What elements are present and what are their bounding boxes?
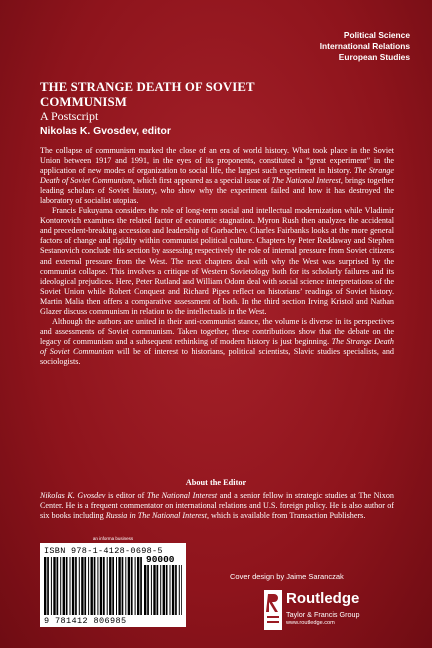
subject-item: International Relations	[319, 41, 410, 51]
barcode-bar	[125, 557, 126, 615]
barcode-bar	[131, 557, 133, 615]
barcode-addon-bars	[144, 565, 182, 615]
barcode-bar	[118, 557, 120, 615]
barcode-bar	[60, 557, 61, 615]
isbn-barcode	[40, 536, 186, 627]
barcode-bar	[179, 565, 180, 615]
barcode-bar	[97, 557, 98, 615]
barcode-bar	[79, 557, 80, 615]
book-subtitle: A Postscript	[40, 109, 99, 123]
barcode-bar	[100, 557, 102, 615]
book-title	[40, 80, 400, 109]
barcode-bar	[57, 557, 59, 615]
barcode-bar	[153, 565, 155, 615]
barcode-bar	[81, 557, 83, 615]
blurb	[40, 146, 394, 367]
subject-item: European Studies	[338, 52, 410, 62]
subject-item: Political Science	[343, 30, 410, 40]
barcode-bar	[51, 557, 52, 615]
editor-credit: Nikolas K. Gvosdev, editor	[40, 126, 171, 137]
barcode-bar	[170, 565, 171, 615]
barcode-bar	[88, 557, 89, 615]
isbn-text: ISBN 978-1-4128-0698-5	[44, 546, 163, 556]
publisher-logo	[264, 590, 414, 630]
barcode-bar	[181, 565, 182, 615]
publisher-group: Taylor & Francis Group	[286, 610, 360, 619]
blurb-paragraph: Francis Fukuyama considers the role of long-term social and intellectual modernization while Vladimir Kontorovich examines the related factor of economic stagnation. Myron Rush then analyzes the accidental and precedent-breaking accession and leadership of Gorbachev. Charles Fairbanks looks at the more general factors of change and rigidity within communist political culture. Chapters by Peter Reddaway and Stephen Sestanovich conclude this section by assessing respectively the role of internal pressure from Soviet citizens and external pressure from the West. The next chapters deal with why the West was surprised by the communist collapse. This involves a critique of Western Sovietology both for its scholarly failures and its ideological prejudices. Here, Peter Rutland and William Odom deal with social science interpretations of the Soviet Union while Robert Conquest and Richard Pipes reflect on historians’ readings of Soviet history. Martin Malia then offers a comparative assessment of both. In the third section Irving Kristol and Nathan Glazer discuss communism in relation to the intellectuals in the West.	[40, 206, 394, 316]
barcode-bar	[70, 557, 71, 615]
subject-categories	[320, 30, 410, 63]
barcode-bar	[109, 557, 111, 615]
barcode-bar	[84, 557, 86, 615]
barcode-bar	[66, 557, 68, 615]
barcode-bar	[144, 565, 146, 615]
barcode-bar	[44, 557, 46, 615]
barcode-bar	[166, 565, 168, 615]
barcode-main-bars	[44, 557, 142, 615]
barcode-bar	[53, 557, 55, 615]
barcode-bar	[91, 557, 93, 615]
about-editor-text: Nikolas K. Gvosdev is editor of The National Interest and a senior fellow in strategic studies at The Nixon Center. He is a frequent commentator on international relations and U.S. foreign policy. He is also author of six books including Russia in The National Interest, which is available from Transaction Publishers.	[40, 491, 394, 521]
barcode-bar	[116, 557, 117, 615]
barcode-bar	[163, 565, 165, 615]
barcode-bar	[157, 565, 159, 615]
price-code: 90000	[146, 554, 175, 565]
barcode-bar	[137, 557, 139, 615]
barcode-bar	[122, 557, 124, 615]
about-heading: About the Editor	[185, 478, 247, 487]
routledge-r-icon	[264, 590, 282, 630]
barcode-bar	[128, 557, 130, 615]
barcode-bar	[112, 557, 114, 615]
barcode-bar	[147, 565, 149, 615]
blurb-paragraph: Although the authors are united in their anti-communist stance, the volume is diverse in its perspectives and assessments of Soviet communism. Taken together, these contributions show that the debate on the legacy of communism and a subsequent rethinking of modern history is just beginning. The Strange Death of Soviet Communism will be of interest to historians, political scientists, Slavic studies specialists, and sociologists.	[40, 316, 394, 366]
barcode-bar	[175, 565, 177, 615]
informa-label: an informa business	[92, 536, 134, 541]
title-line: THE STRANGE DEATH OF SOVIET	[40, 80, 255, 94]
barcode-bar	[140, 557, 142, 615]
barcode-bar	[172, 565, 174, 615]
barcode-bar	[94, 557, 96, 615]
barcode-bar	[63, 557, 65, 615]
publisher-url[interactable]: www.routledge.com	[286, 620, 335, 626]
barcode-digits: 9 781412 806985	[44, 616, 127, 626]
barcode-bar	[72, 557, 74, 615]
barcode-bar	[135, 557, 136, 615]
barcode-bar	[107, 557, 108, 615]
barcode-bar	[47, 557, 49, 615]
barcode-bar	[103, 557, 105, 615]
title-line: COMMUNISM	[40, 94, 127, 109]
cover-design-credit: Cover design by Jaime Saranczak	[230, 572, 344, 581]
publisher-name: Routledge	[286, 590, 360, 607]
barcode-bar	[151, 565, 152, 615]
barcode-bar	[75, 557, 77, 615]
blurb-paragraph: The collapse of communism marked the close of an era of world history. What took place in the Soviet Union between 1917 and 1991, in the eyes of its proponents, constituted a “great experiment” in the application of new modes of organization to social life, the largest such experiment in history. The Strange Death of Soviet Communism, which first appeared as a special issue of The National Interest, brings together leading scholars of Soviet history, who show why the experiment failed and how it has destroyed the laboratory of socialist utopias.	[40, 146, 394, 206]
barcode-bar	[160, 565, 161, 615]
